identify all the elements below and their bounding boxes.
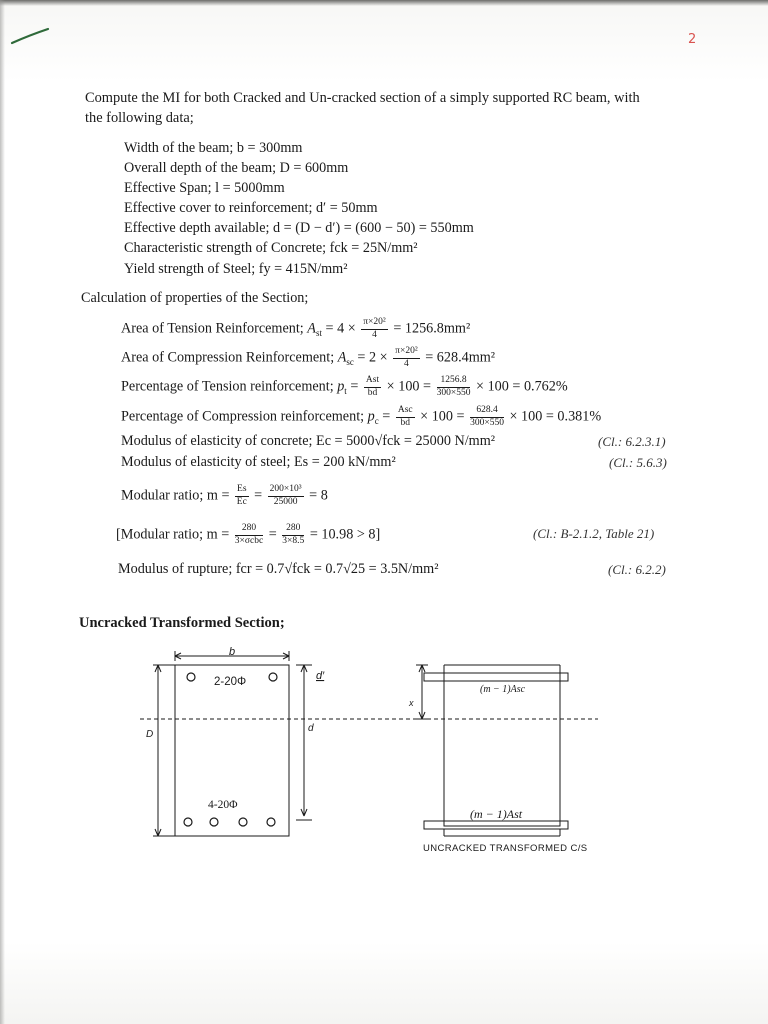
m2-f1-den: 3×σcbc xyxy=(234,535,264,546)
top-bar-left xyxy=(187,673,195,681)
fcr-line: Modulus of rupture; fcr = 0.7√fck = 0.7√25 = 3.5N/mm² xyxy=(118,561,439,577)
ec-clause: (Cl.: 6.2.3.1) xyxy=(598,434,666,449)
m2-result: = 10.98 > 8] xyxy=(309,526,381,543)
ast-label: Area of Tension Reinforcement; xyxy=(121,320,308,337)
intro-line-2: the following data; xyxy=(85,110,194,126)
asc-symbol: A xyxy=(337,349,347,366)
data-fy: Yield strength of Steel; fy = 415N/mm² xyxy=(124,261,348,277)
m2-f2-den: 3×8.5 xyxy=(282,535,305,546)
ast-num: π×20² xyxy=(361,318,388,330)
m2-f2-num: 280 xyxy=(282,524,304,536)
ast-den: 4 xyxy=(372,329,377,340)
pt-label: Percentage of Tension reinforcement; xyxy=(121,378,338,395)
data-span: Effective Span; l = 5000mm xyxy=(124,180,285,196)
pc-f1-den: bd xyxy=(400,417,410,428)
top-bars-label: 2-20Φ xyxy=(214,676,247,688)
asc-pre: = 2 × xyxy=(353,349,388,366)
pt-line: Percentage of Tension reinforcement; $p_t$ = $\frac{\text{Ast}}{bd}$ × 100 = $\frac{1256.8}{300\times 550}$ × 100 = 0.762% xyxy=(121,375,568,398)
pc-line: Percentage of Compression reinforcement; $p_c$ = $\frac{\text{Asc}}{bd}$ × 100 = $\frac{628.4}{300\times 550}$ × 100 = 0.381% xyxy=(121,405,602,428)
figure-caption: UNCRACKED TRANSFORMED C/S xyxy=(423,843,588,854)
m-f2-num: 200×10³ xyxy=(268,485,304,497)
b-label: b xyxy=(229,646,236,658)
pc-symbol: p xyxy=(367,408,375,425)
pc-label: Percentage of Compression reinforcement; xyxy=(121,408,368,425)
data-fck: Characteristic strength of Concrete; fck = 25N/mm² xyxy=(124,240,418,256)
data-overall-depth: Overall depth of the beam; D = 600mm xyxy=(124,160,349,176)
D-label: D xyxy=(146,729,154,740)
asc-result: = 628.4mm² xyxy=(425,349,496,366)
top-transformed-label: (m − 1)Asc xyxy=(480,684,526,695)
m2-label: [Modular ratio; m = xyxy=(116,526,233,543)
pt-result: × 100 = 0.762% xyxy=(476,378,568,395)
bottom-bar-3 xyxy=(239,818,247,826)
top-bar-right xyxy=(269,673,277,681)
modular-ratio-line: Modular ratio; m = $\frac{Es}{Ec}$ = $\frac{\text{200×10³}}{25000}$ = 8 xyxy=(121,484,328,507)
pt-subscript: t xyxy=(344,386,347,397)
m-f1-num: Es xyxy=(235,485,249,497)
section-heading: Uncracked Transformed Section; xyxy=(79,615,285,631)
ast-result: = 1256.8mm² xyxy=(393,320,471,337)
calc-heading: Calculation of properties of the Section; xyxy=(81,290,309,306)
modular-ratio-alt-line: [Modular ratio; m = $\frac{280}{\text{3×σcbc}}$ = $\frac{280}{3\times 8.5}$ = 10.98 > 8] xyxy=(116,523,381,546)
page-number: 2 xyxy=(688,32,697,47)
intro-line-1: Compute the MI for both Cracked and Un-cracked section of a simply supported RC beam, with xyxy=(85,90,640,106)
es-clause: (Cl.: 5.6.3) xyxy=(609,455,667,470)
m-label: Modular ratio; m = xyxy=(121,487,234,504)
data-cover: Effective cover to reinforcement; d′ = 50mm xyxy=(124,200,378,216)
d-label: d xyxy=(308,723,314,734)
m-result: = 8 xyxy=(309,487,328,504)
bottom-bar-2 xyxy=(210,818,218,826)
ast-subscript: st xyxy=(315,328,322,339)
pt-f1-den: bd xyxy=(367,387,378,398)
pc-f2-den: 300×550 xyxy=(470,417,504,428)
asc-label: Area of Compression Reinforcement; xyxy=(121,349,338,366)
pc-subscript: c xyxy=(374,416,379,427)
pc-f2-num: 628.4 xyxy=(470,406,504,418)
top-transformed-strip xyxy=(424,673,568,681)
fcr-clause: (Cl.: 6.2.2) xyxy=(608,562,666,577)
bottom-bars-label: 4-20Φ xyxy=(208,799,238,811)
pc-mid: × 100 = xyxy=(420,408,465,425)
m-f2-den: 25000 xyxy=(273,496,298,507)
es-line: Modulus of elasticity of steel; Es = 200 kN/mm² xyxy=(121,454,396,470)
bottom-bar-4 xyxy=(267,818,275,826)
asc-den: 4 xyxy=(404,358,409,369)
pt-mid: × 100 = xyxy=(386,378,432,395)
pt-f2-num: 1256.8 xyxy=(437,376,471,388)
pt-f2-den: 300×550 xyxy=(436,387,471,398)
m2-f1-num: 280 xyxy=(235,524,263,536)
transformed-section-rect xyxy=(444,673,560,826)
asc-num: π×20² xyxy=(393,347,420,359)
ast-pre: = 4 × xyxy=(321,320,356,337)
bottom-transformed-label: (m − 1)Ast xyxy=(470,807,523,821)
bottom-transformed-strip xyxy=(424,821,568,829)
asc-subscript: sc xyxy=(346,357,354,368)
bottom-bar-1 xyxy=(184,818,192,826)
m2-clause: (Cl.: B-2.1.2, Table 21) xyxy=(533,526,655,541)
data-effective-depth: Effective depth available; d = (D − d′) = (600 − 50) = 550mm xyxy=(124,220,474,236)
data-width: Width of the beam; b = 300mm xyxy=(124,140,303,156)
pt-f1-num: Ast xyxy=(364,376,381,388)
ast-symbol: A xyxy=(307,320,316,337)
m-f1-den: Ec xyxy=(236,496,247,507)
x-label: x xyxy=(409,698,414,708)
ec-line: Modulus of elasticity of concrete; Ec = 5000√fck = 25000 N/mm² xyxy=(121,433,495,449)
pc-f1-num: Asc xyxy=(396,406,415,418)
pt-symbol: p xyxy=(337,378,345,395)
d-prime-label: d′ xyxy=(316,670,325,682)
pc-result: × 100 = 0.381% xyxy=(509,408,602,425)
